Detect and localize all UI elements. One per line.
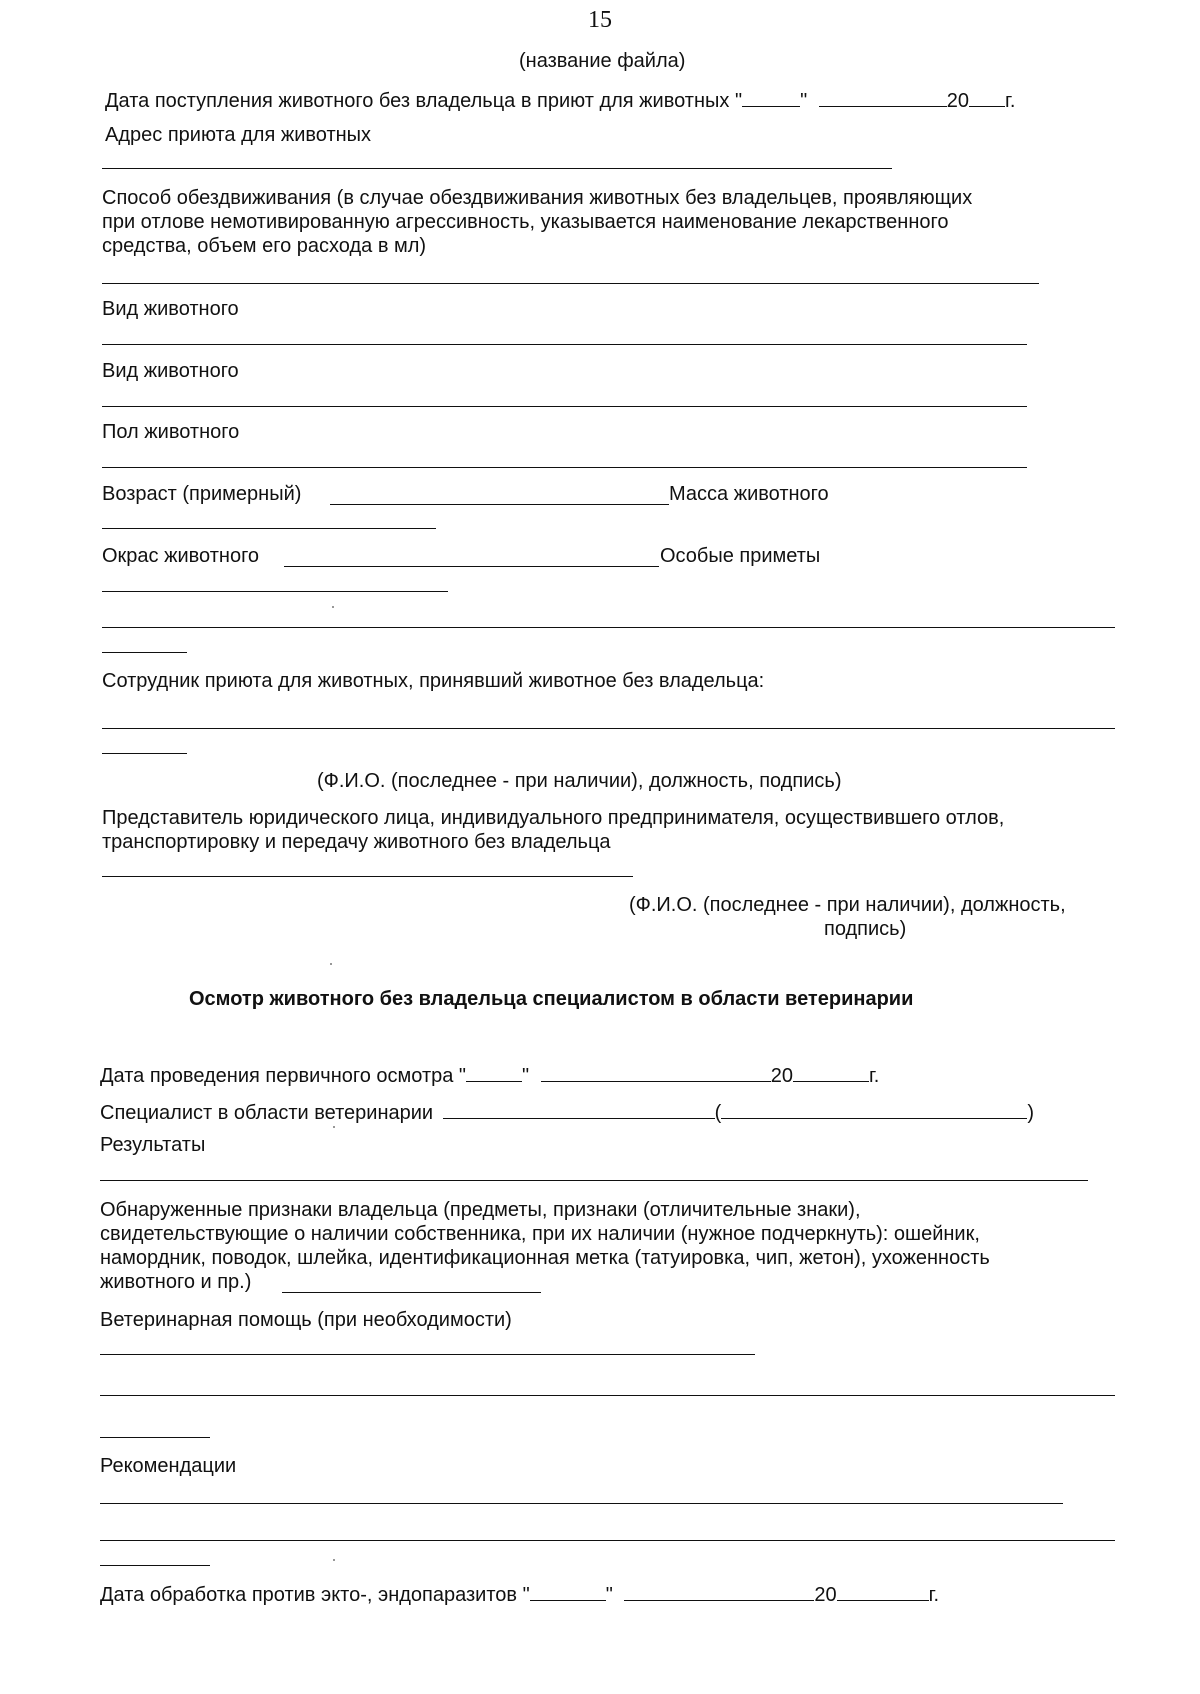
parasite-month-field[interactable]: [624, 1580, 814, 1601]
parasite-year-suffix: г.: [928, 1584, 940, 1606]
page-number: 15: [588, 7, 612, 33]
vet-help-field-2[interactable]: [100, 1395, 1115, 1396]
mass-field[interactable]: [102, 528, 436, 529]
exam-year-prefix: 20: [770, 1065, 793, 1087]
species-label-2: Вид животного: [102, 360, 239, 382]
scan-speck: [330, 963, 332, 965]
specialist-signature-field[interactable]: [443, 1098, 715, 1119]
age-label: Возраст (примерный): [102, 483, 302, 505]
marks-field-3[interactable]: [102, 652, 187, 653]
scan-speck: [333, 1126, 335, 1128]
owner-signs-line-2: свидетельствующие о наличии собственника, при их наличии (нужное подчеркнуть): ошейник,: [100, 1223, 980, 1245]
address-label: Адрес приюта для животных: [105, 124, 372, 146]
quote-open: ": [458, 1065, 467, 1087]
marks-field-1[interactable]: [102, 591, 448, 592]
recommendations-field-2[interactable]: [100, 1540, 1115, 1541]
owner-signs-line-4: животного и пр.): [100, 1271, 252, 1293]
color-label: Окрас животного: [102, 545, 260, 567]
owner-signs-line-3: намордник, поводок, шлейка, идентификационная метка (татуировка, чип, жетон), ухоженность: [100, 1247, 990, 1269]
vet-help-field-1[interactable]: [100, 1354, 755, 1355]
representative-field[interactable]: [102, 876, 633, 877]
representative-caption-2: подпись): [824, 918, 907, 940]
scan-speck: [333, 1559, 335, 1561]
recommendations-label: Рекомендации: [100, 1455, 237, 1477]
file-name-label: (название файла): [519, 50, 686, 72]
scan-speck: [332, 606, 334, 608]
exam-year-suffix: г.: [868, 1065, 880, 1087]
vet-help-field-3[interactable]: [100, 1437, 210, 1438]
year-prefix: 20: [946, 90, 969, 112]
sex-field[interactable]: [102, 467, 1027, 468]
recommendations-field-3[interactable]: [100, 1565, 210, 1566]
parasite-date-label: Дата обработка против экто-, эндопаразитов: [100, 1584, 518, 1606]
day-field[interactable]: [742, 86, 800, 107]
results-label: Результаты: [100, 1134, 206, 1156]
immobilization-line-2: при отлове немотивированную агрессивность, указывается наименование лекарственного: [102, 211, 949, 233]
quote-open: ": [522, 1584, 530, 1606]
immobilization-line-1: Способ обездвиживания (в случае обездвиживания животных без владельцев, проявляющих: [102, 187, 973, 209]
age-field[interactable]: [330, 504, 669, 505]
intake-date-row: [105, 86, 1015, 113]
address-field[interactable]: [102, 168, 892, 169]
representative-caption-1: (Ф.И.О. (последнее - при наличии), должность,: [629, 894, 1066, 916]
exam-month-field[interactable]: [541, 1061, 771, 1082]
species-field-2[interactable]: [102, 406, 1027, 407]
owner-signs-field[interactable]: [282, 1292, 541, 1293]
parasite-day-field[interactable]: [530, 1580, 606, 1601]
vet-help-label: Ветеринарная помощь (при необходимости): [100, 1309, 512, 1331]
owner-signs-line-1: Обнаруженные признаки владельца (предметы, признаки (отличительные знаки),: [100, 1199, 861, 1221]
marks-label: Особые приметы: [660, 545, 821, 567]
exam-year-field[interactable]: [793, 1061, 869, 1082]
quote-close: ": [522, 1065, 530, 1087]
sex-label: Пол животного: [102, 421, 240, 443]
representative-line-2: транспортировку и передачу животного без владельца: [102, 831, 611, 853]
representative-line-1: Представитель юридического лица, индивидуального предпринимателя, осуществившего отлов,: [102, 807, 1005, 829]
species-label-1: Вид животного: [102, 298, 239, 320]
mass-label: Масса животного: [669, 483, 829, 505]
year-field[interactable]: [969, 86, 1005, 107]
marks-field-2[interactable]: [102, 627, 1115, 628]
color-field[interactable]: [284, 566, 659, 567]
parasite-year-field[interactable]: [837, 1580, 929, 1601]
quote-close: ": [800, 90, 808, 112]
employee-caption: (Ф.И.О. (последнее - при наличии), должность, подпись): [317, 770, 842, 792]
paren-open: (: [714, 1102, 722, 1124]
species-field-1[interactable]: [102, 344, 1027, 345]
exam-day-field[interactable]: [466, 1061, 522, 1082]
recommendations-field-1[interactable]: [100, 1503, 1063, 1504]
specialist-row: [100, 1098, 1034, 1125]
employee-field-1[interactable]: [102, 728, 1115, 729]
parasite-date-row: [100, 1580, 939, 1607]
quote-close: ": [605, 1584, 613, 1606]
primary-date-label: Дата проведения первичного осмотра: [100, 1065, 454, 1087]
intake-date-label: Дата поступления животного без владельца в приют для животных: [105, 90, 730, 112]
primary-exam-date-row: [100, 1061, 879, 1088]
immobilization-line-3: средства, объем его расхода в мл): [102, 235, 427, 257]
parasite-year-prefix: 20: [814, 1584, 837, 1606]
month-field[interactable]: [819, 86, 947, 107]
specialist-name-field[interactable]: [721, 1098, 1027, 1119]
immobilization-field[interactable]: [102, 283, 1039, 284]
year-suffix: г.: [1004, 90, 1016, 112]
exam-section-title: Осмотр животного без владельца специалистом в области ветеринарии: [189, 988, 914, 1010]
results-field[interactable]: [100, 1180, 1088, 1181]
quote-open: ": [734, 90, 743, 112]
employee-label: Сотрудник приюта для животных, принявший животное без владельца:: [102, 670, 765, 692]
paren-close: ): [1027, 1102, 1035, 1124]
employee-field-2[interactable]: [102, 753, 187, 754]
specialist-label: Специалист в области ветеринарии: [100, 1102, 434, 1124]
